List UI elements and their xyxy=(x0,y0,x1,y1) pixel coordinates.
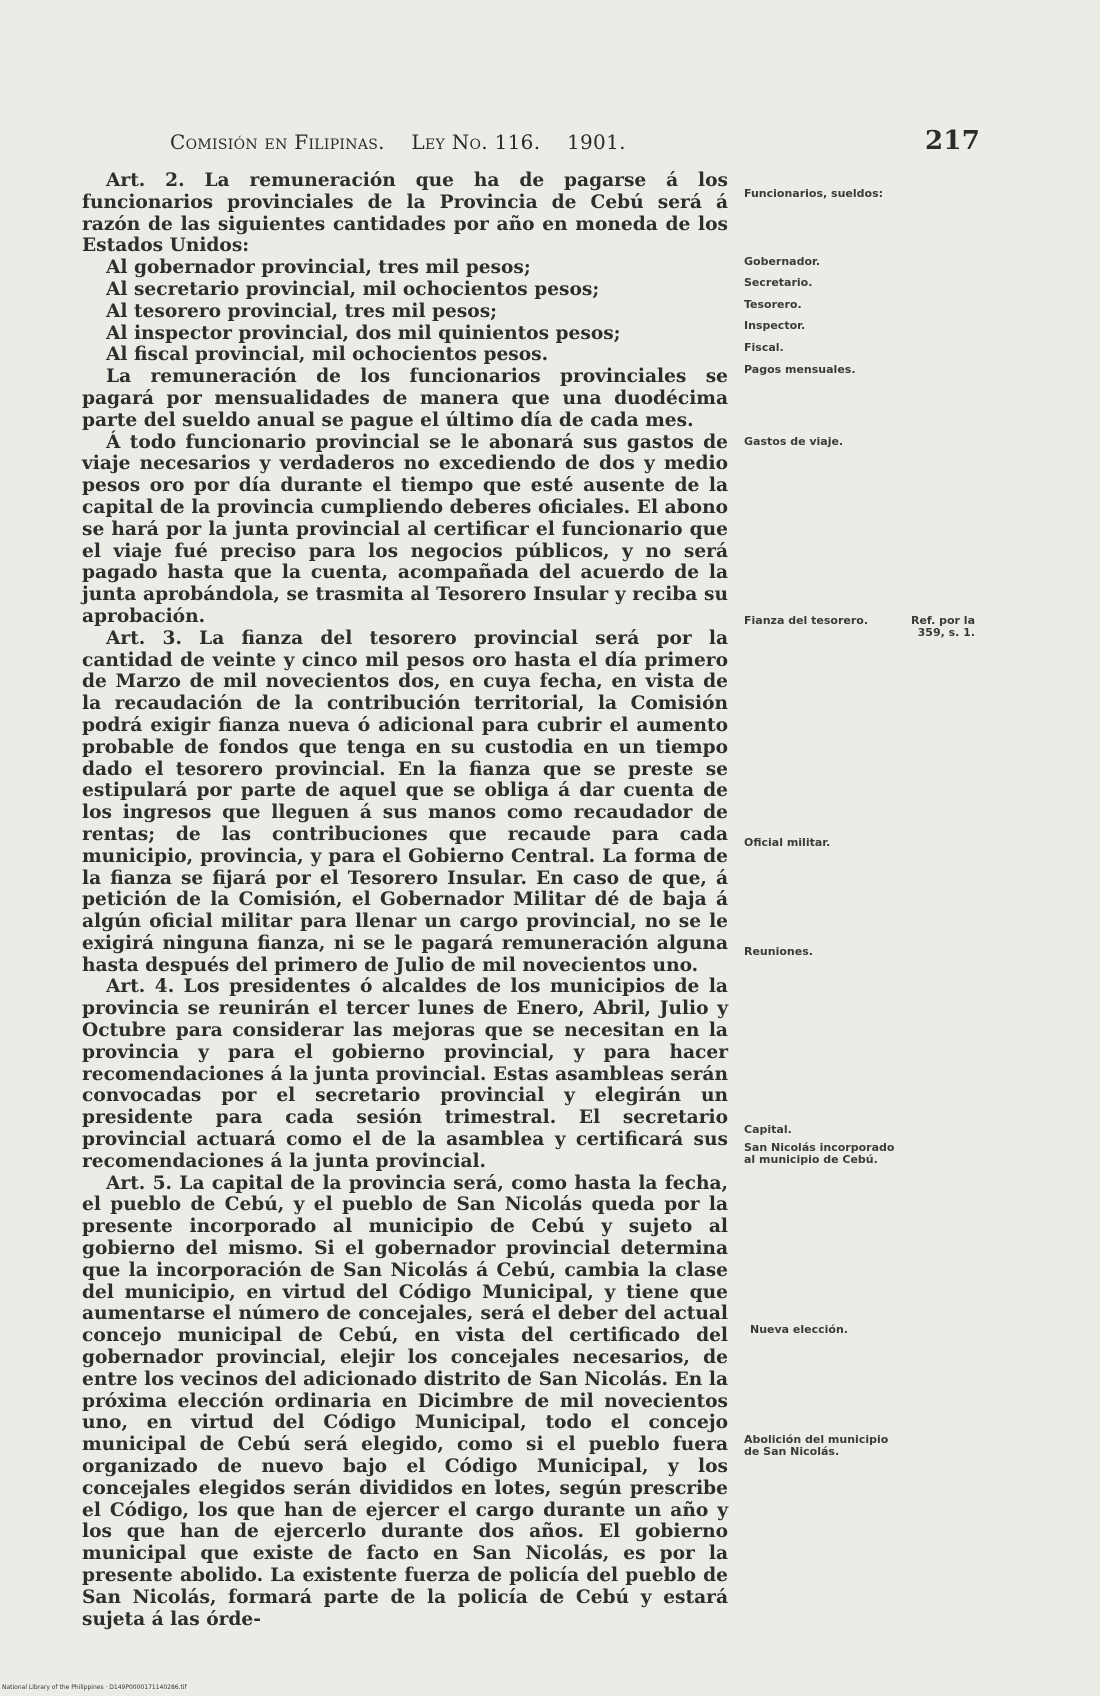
header-year: 1901. xyxy=(567,130,626,154)
margin-note-pagos: Pagos mensuales. xyxy=(744,363,856,376)
margin-note-gastos: Gastos de viaje. xyxy=(744,435,844,448)
running-header xyxy=(170,126,981,156)
margin-note-capital: Capital. xyxy=(744,1123,792,1136)
margin-note-fianza: Fianza del tesorero. xyxy=(744,614,868,627)
margin-note-ref: Ref. por la 359, s. 1. xyxy=(910,614,975,639)
margin-note-oficial: Oficial militar. xyxy=(744,836,831,849)
salary-item-fiscal: Al fiscal provincial, mil ochocientos pesos. xyxy=(106,344,549,366)
page-number: 217 xyxy=(925,126,981,156)
article-3: Art. 3. La fianza del tesorero provincial será por la cantidad de veinte y cinco mil pesos oro hasta el día primero de Marzo de mil novecientos dos, en cuya fecha, en vista de la recaudación de la contribución territorial, la Comisión podrá exigir fianza nueva ó adicional para cubrir el aumento probable de fondos que tenga en su custodia en un tiempo dado el tesorero provincial. En la fianza que se preste se estipulará por parte de aquel que se obliga á dar cuenta de los ingresos que lleguen á sus manos como recaudador de rentas; de las contribuciones que recaude para cada municipio, provincia, y para el Gobierno Central. La forma de la fianza se fijará por el Tesorero Insular. En caso de que, á petición de la Comisión, el Gobernador Militar dé de baja á algún oficial militar para llenar un cargo provincial, no se le exigirá ninguna fianza, ni se le pagará remuneración alguna hasta después del primero de Julio de mil novecientos uno. xyxy=(82,627,728,976)
salary-item-gobernador: Al gobernador provincial, tres mil pesos; xyxy=(106,257,531,279)
margin-note-funcionarios: Funcionarios, sueldos: xyxy=(744,187,884,200)
header-law: Ley No. 116. xyxy=(411,130,541,154)
margin-note-abolicion: Abolición del municipio de San Nicolás. xyxy=(744,1433,889,1458)
margin-note-tesorero: Tesorero. xyxy=(744,298,802,311)
margin-note-nueva-eleccion: Nueva elección. xyxy=(750,1323,848,1336)
paragraph-pagos: La remuneración de los funcionarios provinciales se pagará por mensualidades de manera que una duodécima parte del sueldo anual se pague el último día de cada mes. xyxy=(82,366,728,431)
margin-note-inspector: Inspector. xyxy=(744,319,806,332)
margin-note-gobernador: Gobernador. xyxy=(744,255,821,268)
salary-item-tesorero: Al tesorero provincial, tres mil pesos; xyxy=(106,300,498,322)
article-4: Art. 4. Los presidentes ó alcaldes de los municipios de la provincia se reunirán el tercer lunes de Enero, Abril, Julio y Octubre para considerar las mejoras que se necesitan en la provincia y para el gobierno provincial, y para hacer recomendaciones á la junta provincial. Estas asambleas serán convocadas por el secretario provincial y elegirán un presidente para cada sesión trimestral. El secretario provincial actuará como el de la asamblea y certificará sus recomendaciones á la junta provincial. xyxy=(82,976,728,1172)
header-title: Comisión en Filipinas. xyxy=(170,130,385,154)
margin-note-secretario: Secretario. xyxy=(744,276,813,289)
margin-note-reuniones: Reuniones. xyxy=(744,945,813,958)
paragraph-gastos: Á todo funcionario provincial se le abonará sus gastos de viaje necesarios y verdaderos no excediendo de dos y medio pesos oro por día durante el tiempo que esté ausente de la capital de la provincia cumpliendo deberes oficiales. El abono se hará por la junta provincial al certificar el funcionario que el viaje fué preciso para los negocios públicos, y no será pagado hasta que la cuenta, acompañada del acuerdo de la junta aprobándola, se trasmita al Tesorero Insular y reciba su aprobación. xyxy=(82,431,728,627)
salary-item-inspector: Al inspector provincial, dos mil quinientos pesos; xyxy=(106,322,621,344)
article-2-intro: Art. 2. La remuneración que ha de pagarse á los funcionarios provinciales de la Provincia de Cebú será á razón de las siguientes cantidades por año en moneda de los Estados Unidos: xyxy=(82,170,728,257)
footer-source: National Library of the Philippines · D149P0000171140286.tif xyxy=(2,1684,187,1691)
margin-note-san-nicolas: San Nicolás incorporado al municipio de Cebú. xyxy=(744,1141,895,1166)
margin-note-fiscal: Fiscal. xyxy=(744,341,784,354)
main-text xyxy=(82,170,728,1630)
salary-item-secretario: Al secretario provincial, mil ochocientos pesos; xyxy=(106,278,600,300)
article-5: Art. 5. La capital de la provincia será, como hasta la fecha, el pueblo de Cebú, y el pueblo de San Nicolás queda por la presente incorporado al municipio de Cebú y sujeto al gobierno del mismo. Si el gobernador provincial determina que la incorporación de San Nicolás á Cebú, cambia la clase del municipio, en virtud del Código Municipal, y tiene que aumentarse el número de concejales, será el deber del actual concejo municipal de Cebú, en vista del certificado del gobernador provincial, elejir los concejales necesarios, de entre los vecinos del adicionado distrito de San Nicolás. En la próxima elección ordinaria en Dicimbre de mil novecientos uno, en virtud del Código Municipal, todo el concejo municipal de Cebú será elegido, como si el pueblo fuera organizado de nuevo bajo el Código Municipal, y los concejales elegidos serán divididos en lotes, según prescribe el Código, los que han de ejercer el cargo durante un año y los que han de ejercerlo durante dos años. El gobierno municipal que existe de facto en San Nicolás, es por la presente abolido. La existente fuerza de policía del pueblo de San Nicolás, formará parte de la policía de Cebú y estará sujeta á las órde- xyxy=(82,1172,728,1630)
